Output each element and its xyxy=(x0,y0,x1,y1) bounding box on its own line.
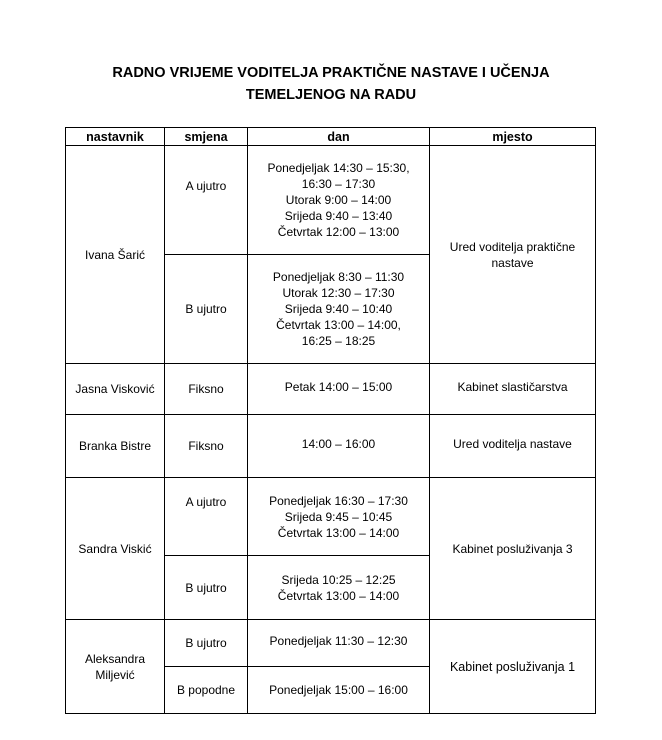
place-cell xyxy=(430,478,596,620)
shift-label: A ujutro xyxy=(185,495,227,509)
day-line: Petak 14:00 – 15:00 xyxy=(284,380,393,394)
place-cell xyxy=(430,415,596,478)
table-row xyxy=(66,415,596,478)
place-label: Kabinet posluživanja 3 xyxy=(452,541,573,556)
place-cell xyxy=(430,364,596,415)
header-nastavnik: nastavnik xyxy=(66,128,165,146)
shift-label: B ujutro xyxy=(185,302,227,316)
day-cell xyxy=(248,478,430,556)
day-line: Ponedjeljak 15:00 – 16:00 xyxy=(269,683,408,697)
shift-label: B ujutro xyxy=(185,580,227,595)
shift-label: A ujutro xyxy=(185,179,227,193)
day-line: Srijeda 10:25 – 12:25 xyxy=(281,572,396,587)
shift-cell xyxy=(165,556,248,620)
day-line: Srijeda 9:40 – 13:40 xyxy=(284,209,393,223)
shift-cell xyxy=(165,620,248,667)
day-line: 14:00 – 16:00 xyxy=(301,437,376,451)
teacher-name-line: Miljević xyxy=(95,667,135,682)
header-smjena: smjena xyxy=(165,128,248,146)
day-cell xyxy=(248,415,430,478)
day-line: Srijeda 9:40 – 10:40 xyxy=(284,302,393,316)
title-line-1: RADNO VRIJEME VODITELJA PRAKTIČNE NASTAVE I UČENJA xyxy=(112,65,550,81)
table-row xyxy=(66,146,596,255)
place-label: Ured voditelja nastave xyxy=(453,437,572,451)
day-line: Srijeda 9:45 – 10:45 xyxy=(284,509,393,524)
teacher-name xyxy=(66,620,165,714)
day-line: Četvrtak 13:00 – 14:00, xyxy=(276,318,401,332)
place-cell xyxy=(430,146,596,364)
place-label: Ured voditelja praktične nastave xyxy=(449,239,576,270)
day-cell xyxy=(248,146,430,255)
day-cell xyxy=(248,620,430,667)
place-cell xyxy=(430,620,596,714)
schedule-table xyxy=(65,127,596,714)
teacher-name: Ivana Šarić xyxy=(66,146,165,364)
day-line: Utorak 9:00 – 14:00 xyxy=(285,193,392,207)
place-label: Kabinet posluživanja 1 xyxy=(449,659,576,674)
day-cell xyxy=(248,364,430,415)
document-title xyxy=(0,62,662,106)
title-line-2: TEMELJENOG NA RADU xyxy=(245,87,417,103)
shift-label: Fiksno xyxy=(188,382,224,396)
header-dan: dan xyxy=(248,128,430,146)
table-row xyxy=(66,620,596,667)
header-row xyxy=(66,128,596,146)
day-line: Ponedjeljak 14:30 – 15:30, xyxy=(267,161,410,175)
table-row xyxy=(66,478,596,556)
shift-cell xyxy=(165,667,248,714)
shift-cell xyxy=(165,478,248,556)
shift-cell xyxy=(165,255,248,364)
day-line: Ponedjeljak 11:30 – 12:30 xyxy=(269,634,408,648)
day-line: Četvrtak 13:00 – 14:00 xyxy=(277,588,400,603)
teacher-name: Jasna Visković xyxy=(66,364,165,415)
shift-cell xyxy=(165,415,248,478)
day-line: Četvrtak 12:00 – 13:00 xyxy=(277,225,400,239)
teacher-name: Branka Bistre xyxy=(66,415,165,478)
shift-cell xyxy=(165,146,248,255)
day-line: Ponedjeljak 8:30 – 11:30 xyxy=(272,270,405,284)
shift-label: B popodne xyxy=(176,683,236,697)
day-cell xyxy=(248,556,430,620)
day-line: Utorak 12:30 – 17:30 xyxy=(282,286,395,300)
day-cell xyxy=(248,255,430,364)
day-line: Ponedjeljak 16:30 – 17:30 xyxy=(269,493,408,508)
header-mjesto: mjesto xyxy=(430,128,596,146)
teacher-name: Sandra Viskić xyxy=(66,478,165,620)
day-cell xyxy=(248,667,430,714)
place-label: Kabinet slastičarstva xyxy=(457,380,568,394)
day-line: Četvrtak 13:00 – 14:00 xyxy=(277,525,400,540)
table-row xyxy=(66,364,596,415)
day-line: 16:30 – 17:30 xyxy=(301,177,376,191)
shift-cell xyxy=(165,364,248,415)
shift-label: Fiksno xyxy=(188,439,224,453)
day-line: 16:25 – 18:25 xyxy=(301,334,376,348)
teacher-name-line: Aleksandra xyxy=(84,651,146,666)
shift-label: B ujutro xyxy=(185,636,227,650)
